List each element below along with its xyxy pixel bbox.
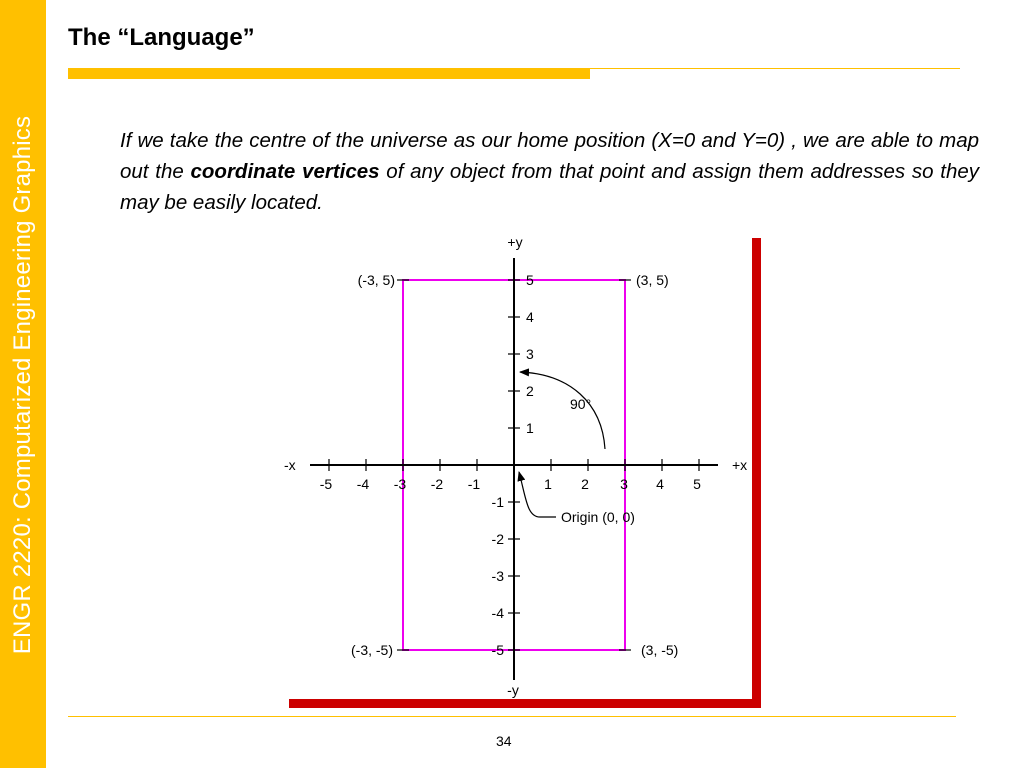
y-tick-label: -2 [491,531,504,547]
body-text-after: of any object from that point and assign them addresses so they may be easily located. [120,160,979,214]
y-tick-label: -4 [491,605,504,621]
body-emphasis: coordinate vertices [190,160,380,183]
page-number: 34 [496,733,512,749]
x-tick-label: -1 [467,476,481,492]
x-tick-label: 1 [544,476,552,492]
y-tick-label: -3 [491,568,504,584]
axis-label-neg-x: -x [284,457,296,473]
axis-label-pos-x: +x [732,457,748,473]
x-tick-label: -2 [430,476,444,492]
course-title: ENGR 2220: Computarized Engineering Graphics [9,115,36,655]
frame-horizontal-bar [289,699,761,708]
sidebar [0,0,46,768]
axis-label-neg-y: -y [507,682,519,698]
title-divider-thick [68,68,590,79]
origin-label: Origin (0, 0) [561,509,635,525]
y-tick-label: 3 [526,346,534,362]
slide-title: The “Language” [68,24,255,51]
y-tick-label: 2 [526,383,534,399]
x-tick-label: -4 [356,476,370,492]
footer-divider [68,716,956,717]
x-tick-label: 5 [693,476,701,492]
frame-vertical-bar [752,238,761,708]
x-tick-label: 3 [620,476,628,492]
body-paragraph [120,125,979,218]
y-tick-label: 4 [526,309,534,325]
angle-label: 90° [570,396,592,412]
x-tick-label: 4 [656,476,664,492]
corner-label-top-left: (-3, 5) [357,272,395,288]
x-tick-label: -5 [319,476,333,492]
body-text-before: If we take the centre of the universe as our home position (X=0 and Y=0) , we are able to map out the [120,129,979,183]
y-tick-label: 1 [526,420,534,436]
corner-label-bottom-left: (-3, -5) [351,642,393,658]
y-tick-label: -5 [491,642,504,658]
y-tick-label: -1 [491,494,504,510]
corner-label-top-right: (3, 5) [636,272,669,288]
x-tick-labels [320,476,701,492]
y-tick-label: 5 [526,272,534,288]
x-tick-label: 2 [581,476,589,492]
corner-label-bottom-right: (3, -5) [641,642,679,658]
coordinate-diagram [270,228,770,712]
axis-label-pos-y: +y [507,234,523,250]
x-tick-label: -3 [393,476,407,492]
